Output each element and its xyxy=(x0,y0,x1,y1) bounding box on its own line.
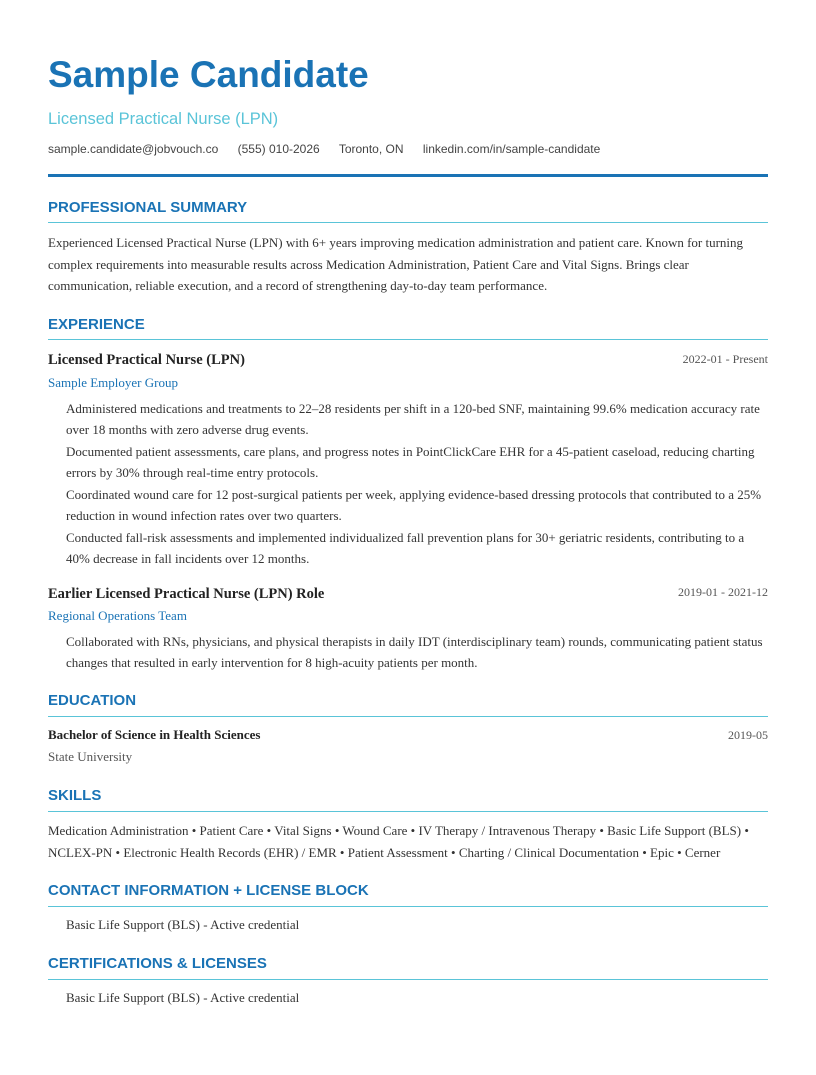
candidate-title: Licensed Practical Nurse (LPN) xyxy=(48,110,279,128)
skills-divider xyxy=(48,811,768,812)
contact-license-item: Basic Life Support (BLS) - Active credential xyxy=(66,917,300,932)
certification-item: Basic Life Support (BLS) - Active credential xyxy=(66,990,300,1005)
education-heading: EDUCATION xyxy=(48,692,137,709)
contact-license-divider xyxy=(48,906,768,907)
job-bullet: Administered medications and treatments to 22–28 residents per shift in a 120-bed SNF, maintaining 99.6% medication accuracy rate over 18 months with zero adverse drug events. xyxy=(66,401,760,437)
job-bullet: Documented patient assessments, care plans, and progress notes in PointClickCare EHR for a 45-patient caseload, reducing charting errors by 30% through real-time entry protocols. xyxy=(66,444,755,480)
contact-phone: (555) 010-2026 xyxy=(237,142,320,156)
education-school: State University xyxy=(48,749,133,764)
education-date: 2019-05 xyxy=(728,728,768,742)
certifications-divider xyxy=(48,979,768,980)
contact-line xyxy=(48,141,616,157)
summary-divider xyxy=(48,222,768,223)
skills-heading: SKILLS xyxy=(48,787,102,804)
skills-list: Medication Administration • Patient Care • Vital Signs • Wound Care • IV Therapy / Intravenous Therapy • Basic Life Support (BLS) • NCLEX-PN • Electronic Health Records (EHR) / EMR • Patient Assessment • Charting / Clinical Documentation • Epic • Cerner xyxy=(48,823,749,860)
education-degree: Bachelor of Science in Health Sciences xyxy=(48,727,261,742)
job-title: Earlier Licensed Practical Nurse (LPN) Role xyxy=(48,586,325,602)
job-bullet-list xyxy=(66,632,768,675)
job-bullet: Coordinated wound care for 12 post-surgical patients per week, applying evidence-based dressing protocols that contributed to a 25% reduction in wound infection rates over two quarters. xyxy=(66,487,762,523)
job-title: Licensed Practical Nurse (LPN) xyxy=(48,352,245,368)
contact-license-heading: CONTACT INFORMATION + LICENSE BLOCK xyxy=(48,882,369,899)
certifications-heading: CERTIFICATIONS & LICENSES xyxy=(48,955,267,972)
candidate-name: Sample Candidate xyxy=(48,54,369,95)
job-dates: 2022-01 - Present xyxy=(682,352,768,366)
job-bullet: Conducted fall-risk assessments and implemented individualized fall prevention plans for 30+ geriatric residents, contributing to a 40% decrease in fall incidents over 12 months. xyxy=(66,530,745,566)
contact-location: Toronto, ON xyxy=(338,142,404,156)
job-employer: Regional Operations Team xyxy=(48,608,187,623)
job-employer: Sample Employer Group xyxy=(48,375,178,390)
contact-email: sample.candidate@jobvouch.co xyxy=(48,142,219,156)
job-bullet-list xyxy=(66,399,768,571)
job-bullet: Collaborated with RNs, physicians, and physical therapists in daily IDT (interdisciplinary team) rounds, communicating patient status changes that resulted in early intervention for 8 high-acuity patients per month. xyxy=(66,634,763,670)
summary-heading: PROFESSIONAL SUMMARY xyxy=(48,199,248,216)
contact-linkedin: linkedin.com/in/sample-candidate xyxy=(422,142,601,156)
summary-text: Experienced Licensed Practical Nurse (LPN) with 6+ years improving medication administration and patient care. Known for turning complex requirements into measurable results across Medication Administration, Patient Care and Vital Signs. Brings clear communication, reliable execution, and a record of strengthening day-to-day team performance. xyxy=(48,235,744,294)
education-divider xyxy=(48,716,768,717)
experience-divider xyxy=(48,339,768,340)
job-dates: 2019-01 - 2021-12 xyxy=(678,585,768,599)
header-divider xyxy=(48,174,768,177)
experience-heading: EXPERIENCE xyxy=(48,316,145,333)
